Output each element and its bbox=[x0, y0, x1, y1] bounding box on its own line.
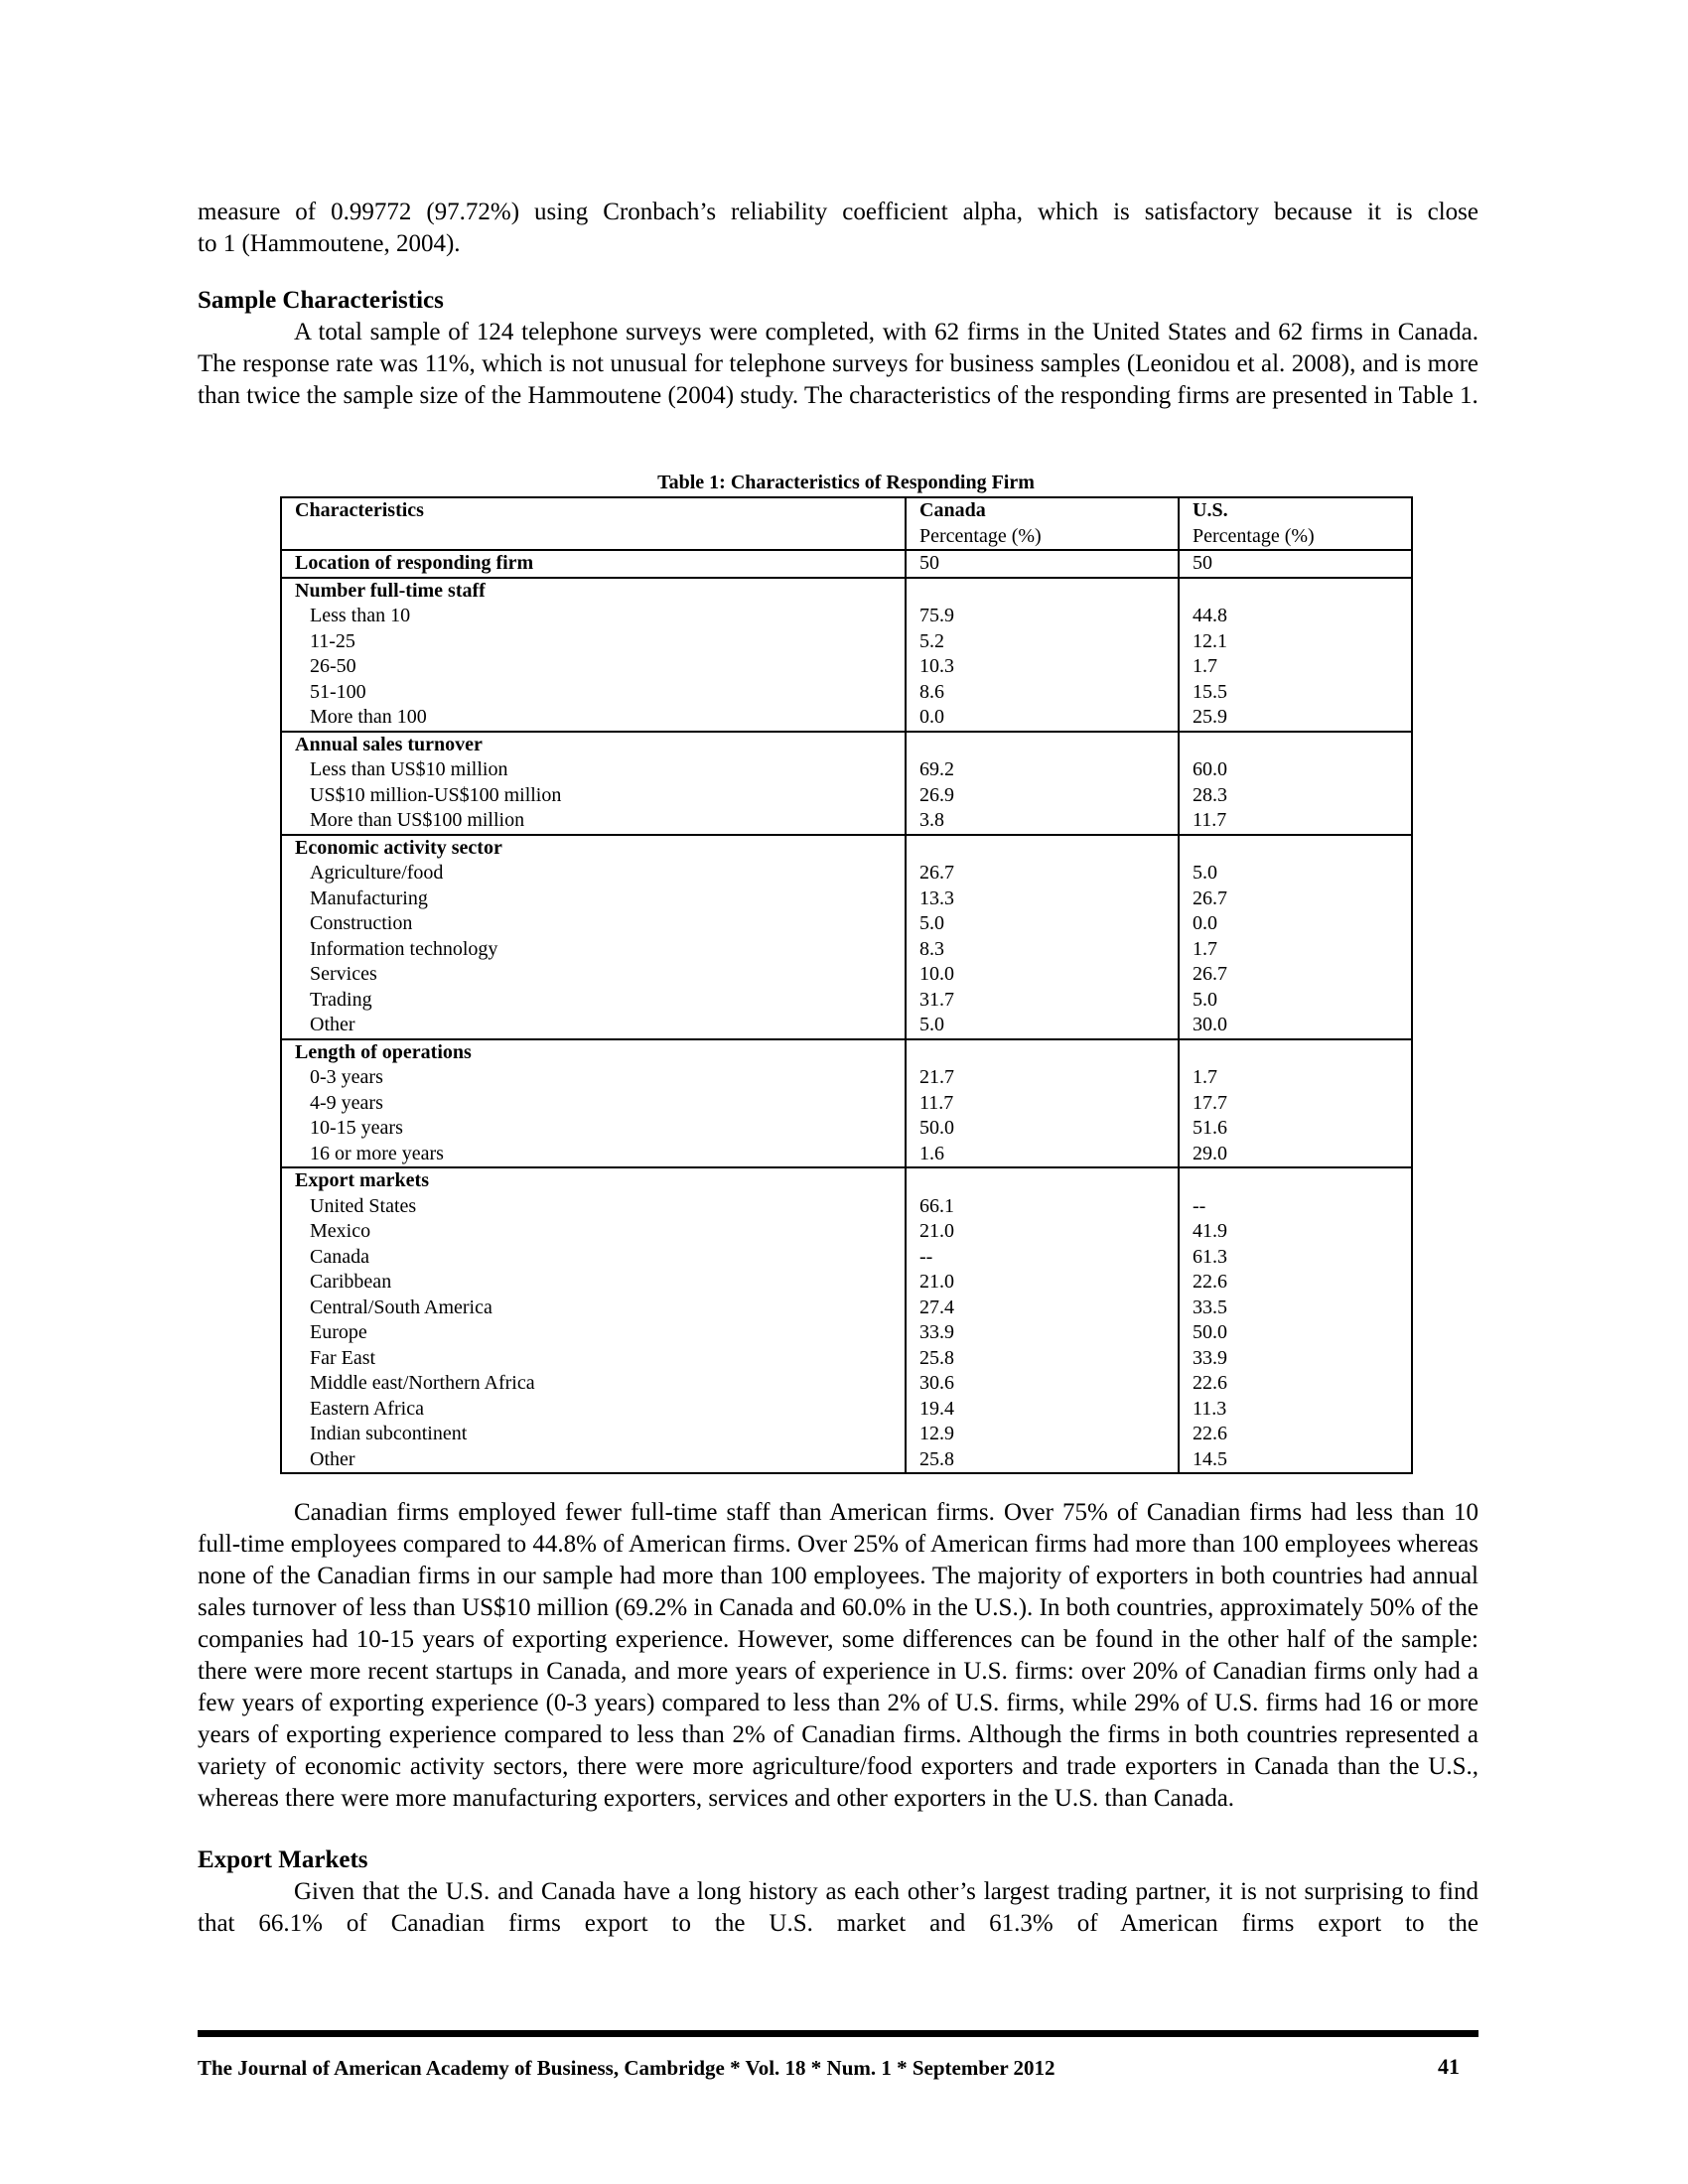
row-us-value: 5.0 bbox=[1179, 988, 1412, 1014]
row-us-value: 30.0 bbox=[1179, 1013, 1412, 1039]
section-title-us-blank bbox=[1179, 1167, 1412, 1194]
table-row bbox=[281, 1447, 1412, 1474]
row-label: 4-9 years bbox=[281, 1091, 906, 1117]
section-title-row bbox=[281, 1039, 1412, 1066]
table-row bbox=[281, 1346, 1412, 1372]
table-row bbox=[281, 911, 1412, 937]
row-us-value: 15.5 bbox=[1179, 680, 1412, 706]
section-title: Export markets bbox=[281, 1167, 906, 1194]
table-row bbox=[281, 680, 1412, 706]
intro-text bbox=[198, 197, 1478, 260]
row-label: Caribbean bbox=[281, 1270, 906, 1296]
table-row bbox=[281, 783, 1412, 809]
header-us-title: U.S. bbox=[1193, 499, 1228, 521]
table-row bbox=[281, 1422, 1412, 1447]
row-us-value: 1.7 bbox=[1179, 937, 1412, 963]
row-canada-value: 10.0 bbox=[906, 962, 1179, 988]
row-us-value: 1.7 bbox=[1179, 1065, 1412, 1091]
row-canada-value: 66.1 bbox=[906, 1194, 1179, 1220]
row-label: Europe bbox=[281, 1320, 906, 1346]
table-row bbox=[281, 757, 1412, 783]
row-us-value: 51.6 bbox=[1179, 1116, 1412, 1142]
row-canada-value: 1.6 bbox=[906, 1142, 1179, 1168]
row-us-value: 25.9 bbox=[1179, 705, 1412, 732]
row-us-value: 22.6 bbox=[1179, 1371, 1412, 1397]
location-label: Location of responding firm bbox=[281, 550, 906, 578]
section-title-canada-blank bbox=[906, 578, 1179, 605]
row-canada-value: 26.9 bbox=[906, 783, 1179, 809]
section-title-us-blank bbox=[1179, 835, 1412, 862]
section-title-row bbox=[281, 732, 1412, 758]
table-row bbox=[281, 1219, 1412, 1245]
row-canada-value: 75.9 bbox=[906, 604, 1179, 629]
journal-footer: The Journal of American Academy of Business, Cambridge * Vol. 18 * Num. 1 * September 2012 bbox=[198, 2056, 1055, 2080]
row-label: Other bbox=[281, 1013, 906, 1039]
table-row bbox=[281, 1245, 1412, 1271]
header-canada-title: Canada bbox=[919, 499, 986, 521]
row-us-value: 50.0 bbox=[1179, 1320, 1412, 1346]
row-canada-value: 27.4 bbox=[906, 1296, 1179, 1321]
location-row bbox=[281, 550, 1412, 578]
table-row bbox=[281, 861, 1412, 887]
row-label: Construction bbox=[281, 911, 906, 937]
row-canada-value: 21.7 bbox=[906, 1065, 1179, 1091]
row-us-value: 33.5 bbox=[1179, 1296, 1412, 1321]
sample-characteristics-paragraph bbox=[198, 317, 1478, 412]
table-row bbox=[281, 1142, 1412, 1168]
row-canada-value: 8.3 bbox=[906, 937, 1179, 963]
header-us bbox=[1179, 497, 1412, 550]
row-label: Less than 10 bbox=[281, 604, 906, 629]
row-canada-value: 5.2 bbox=[906, 629, 1179, 655]
section-title: Economic activity sector bbox=[281, 835, 906, 862]
row-canada-value: 33.9 bbox=[906, 1320, 1179, 1346]
table-row bbox=[281, 988, 1412, 1014]
row-us-value: 22.6 bbox=[1179, 1422, 1412, 1447]
header-canada-sub: Percentage (%) bbox=[919, 524, 1042, 547]
discussion-text: Canadian firms employed fewer full-time staff than American firms. Over 75% of Canadian firms had less than 10 full-time employees compared to 44.8% of American firms. Over 25% of American firms had more than 100 employees whereas none of the Canadian firms in our sample had more than 100 employees. The majority of exporters in both countries had annual sales turnover of less than US$10 million (69.2% in Canada and 60.0% in the U.S.). In both countries, approximately 50% of the companies had 10-15 years of exporting experience. However, some differences can be found in the other half of the sample: there were more recent startups in Canada, and more years of experience in U.S. firms: over 20% of Canadian firms only had a few years of exporting experience (0-3 years) compared to less than 2% of U.S. firms, while 29% of U.S. firms had 16 or more years of exporting experience compared to less than 2% of Canadian firms. Although the firms in both countries represented a variety of economic activity sectors, there were more agriculture/food exporters and trade exporters in Canada than the U.S., whereas there were more manufacturing exporters, services and other exporters in the U.S. than Canada. bbox=[198, 1499, 1478, 1812]
row-us-value: 0.0 bbox=[1179, 911, 1412, 937]
section-title-canada-blank bbox=[906, 732, 1179, 758]
footer-rule bbox=[198, 2030, 1478, 2037]
row-us-value: 17.7 bbox=[1179, 1091, 1412, 1117]
table-row bbox=[281, 654, 1412, 680]
row-us-value: 33.9 bbox=[1179, 1346, 1412, 1372]
row-canada-value: 21.0 bbox=[906, 1270, 1179, 1296]
table-row bbox=[281, 1320, 1412, 1346]
row-label: 10-15 years bbox=[281, 1116, 906, 1142]
row-label: Mexico bbox=[281, 1219, 906, 1245]
row-us-value: 28.3 bbox=[1179, 783, 1412, 809]
section-title-us-blank bbox=[1179, 1039, 1412, 1066]
location-canada: 50 bbox=[906, 550, 1179, 578]
characteristics-table bbox=[280, 496, 1413, 1474]
row-us-value: 44.8 bbox=[1179, 604, 1412, 629]
section-title-canada-blank bbox=[906, 1039, 1179, 1066]
row-canada-value: 25.8 bbox=[906, 1346, 1179, 1372]
row-label: Far East bbox=[281, 1346, 906, 1372]
sample-characteristics-heading: Sample Characteristics bbox=[198, 287, 444, 314]
row-label: Manufacturing bbox=[281, 887, 906, 912]
row-label: More than US$100 million bbox=[281, 808, 906, 835]
row-canada-value: 30.6 bbox=[906, 1371, 1179, 1397]
table-row bbox=[281, 808, 1412, 835]
row-label: US$10 million-US$100 million bbox=[281, 783, 906, 809]
row-canada-value: 0.0 bbox=[906, 705, 1179, 732]
row-canada-value: 12.9 bbox=[906, 1422, 1179, 1447]
table-row bbox=[281, 629, 1412, 655]
row-us-value: 22.6 bbox=[1179, 1270, 1412, 1296]
row-canada-value: 26.7 bbox=[906, 861, 1179, 887]
row-label: More than 100 bbox=[281, 705, 906, 732]
table-row bbox=[281, 962, 1412, 988]
intro-line-2: to 1 (Hammoutene, 2004). bbox=[198, 230, 461, 257]
row-canada-value: 50.0 bbox=[906, 1116, 1179, 1142]
row-label: Indian subcontinent bbox=[281, 1422, 906, 1447]
row-us-value: 26.7 bbox=[1179, 962, 1412, 988]
row-label: 26-50 bbox=[281, 654, 906, 680]
row-us-value: 61.3 bbox=[1179, 1245, 1412, 1271]
row-canada-value: 5.0 bbox=[906, 1013, 1179, 1039]
table-header-row bbox=[281, 497, 1412, 550]
row-label: Agriculture/food bbox=[281, 861, 906, 887]
table-row bbox=[281, 1116, 1412, 1142]
row-us-value: 60.0 bbox=[1179, 757, 1412, 783]
section-title-row bbox=[281, 578, 1412, 605]
section-title-row bbox=[281, 835, 1412, 862]
row-label: Central/South America bbox=[281, 1296, 906, 1321]
section-title-row bbox=[281, 1167, 1412, 1194]
table-row bbox=[281, 1371, 1412, 1397]
section-title: Length of operations bbox=[281, 1039, 906, 1066]
row-canada-value: 19.4 bbox=[906, 1397, 1179, 1423]
row-label: 16 or more years bbox=[281, 1142, 906, 1168]
table-row bbox=[281, 1194, 1412, 1220]
row-label: Other bbox=[281, 1447, 906, 1474]
section-title-us-blank bbox=[1179, 732, 1412, 758]
sample-paragraph-text: A total sample of 124 telephone surveys were completed, with 62 firms in the United States and 62 firms in Canada. The response rate was 11%, which is not unusual for telephone surveys for business samples (Leonidou et al. 2008), and is more than twice the sample size of the Hammoutene (2004) study. The characteristics of the responding firms are presented in Table 1. bbox=[198, 319, 1478, 409]
row-canada-value: 8.6 bbox=[906, 680, 1179, 706]
row-canada-value: 3.8 bbox=[906, 808, 1179, 835]
row-us-value: 12.1 bbox=[1179, 629, 1412, 655]
row-label: Eastern Africa bbox=[281, 1397, 906, 1423]
header-us-sub: Percentage (%) bbox=[1193, 524, 1315, 547]
row-canada-value: 69.2 bbox=[906, 757, 1179, 783]
row-label: Services bbox=[281, 962, 906, 988]
row-canada-value: 31.7 bbox=[906, 988, 1179, 1014]
location-us: 50 bbox=[1179, 550, 1412, 578]
row-canada-value: 11.7 bbox=[906, 1091, 1179, 1117]
table-row bbox=[281, 1065, 1412, 1091]
table-row bbox=[281, 1296, 1412, 1321]
table-row bbox=[281, 604, 1412, 629]
row-canada-value: 25.8 bbox=[906, 1447, 1179, 1474]
section-title-canada-blank bbox=[906, 835, 1179, 862]
row-label: 11-25 bbox=[281, 629, 906, 655]
row-us-value: -- bbox=[1179, 1194, 1412, 1220]
export-paragraph-text: Given that the U.S. and Canada have a long history as each other’s largest trading partner, it is not surprising to find that 66.1% of Canadian firms export to the U.S. market and 61.3% of American firms export to the bbox=[198, 1878, 1478, 1937]
section-title: Number full-time staff bbox=[281, 578, 906, 605]
intro-line-1: measure of 0.99772 (97.72%) using Cronbach’s reliability coefficient alpha, which is satisfactory because it is close bbox=[198, 199, 1478, 225]
row-canada-value: 13.3 bbox=[906, 887, 1179, 912]
table-row bbox=[281, 937, 1412, 963]
row-label: Middle east/Northern Africa bbox=[281, 1371, 906, 1397]
discussion-paragraph bbox=[198, 1497, 1478, 1815]
table-caption: Table 1: Characteristics of Responding Firm bbox=[657, 472, 1035, 493]
row-us-value: 5.0 bbox=[1179, 861, 1412, 887]
table-row bbox=[281, 1397, 1412, 1423]
row-canada-value: 5.0 bbox=[906, 911, 1179, 937]
section-title-canada-blank bbox=[906, 1167, 1179, 1194]
export-markets-heading: Export Markets bbox=[198, 1846, 368, 1873]
table-row bbox=[281, 1091, 1412, 1117]
row-label: Trading bbox=[281, 988, 906, 1014]
section-title: Annual sales turnover bbox=[281, 732, 906, 758]
row-label: Less than US$10 million bbox=[281, 757, 906, 783]
row-us-value: 26.7 bbox=[1179, 887, 1412, 912]
row-us-value: 1.7 bbox=[1179, 654, 1412, 680]
row-label: Canada bbox=[281, 1245, 906, 1271]
row-label: United States bbox=[281, 1194, 906, 1220]
table-row bbox=[281, 705, 1412, 732]
row-us-value: 11.3 bbox=[1179, 1397, 1412, 1423]
row-canada-value: -- bbox=[906, 1245, 1179, 1271]
row-us-value: 14.5 bbox=[1179, 1447, 1412, 1474]
row-label: 0-3 years bbox=[281, 1065, 906, 1091]
header-characteristics: Characteristics bbox=[281, 497, 906, 550]
section-title-us-blank bbox=[1179, 578, 1412, 605]
export-markets-paragraph bbox=[198, 1876, 1478, 1940]
row-us-value: 11.7 bbox=[1179, 808, 1412, 835]
table-row bbox=[281, 1013, 1412, 1039]
row-us-value: 41.9 bbox=[1179, 1219, 1412, 1245]
table-row bbox=[281, 1270, 1412, 1296]
page-number: 41 bbox=[1438, 2054, 1460, 2079]
row-canada-value: 21.0 bbox=[906, 1219, 1179, 1245]
row-canada-value: 10.3 bbox=[906, 654, 1179, 680]
row-label: 51-100 bbox=[281, 680, 906, 706]
header-canada bbox=[906, 497, 1179, 550]
row-label: Information technology bbox=[281, 937, 906, 963]
table-row bbox=[281, 887, 1412, 912]
row-us-value: 29.0 bbox=[1179, 1142, 1412, 1168]
